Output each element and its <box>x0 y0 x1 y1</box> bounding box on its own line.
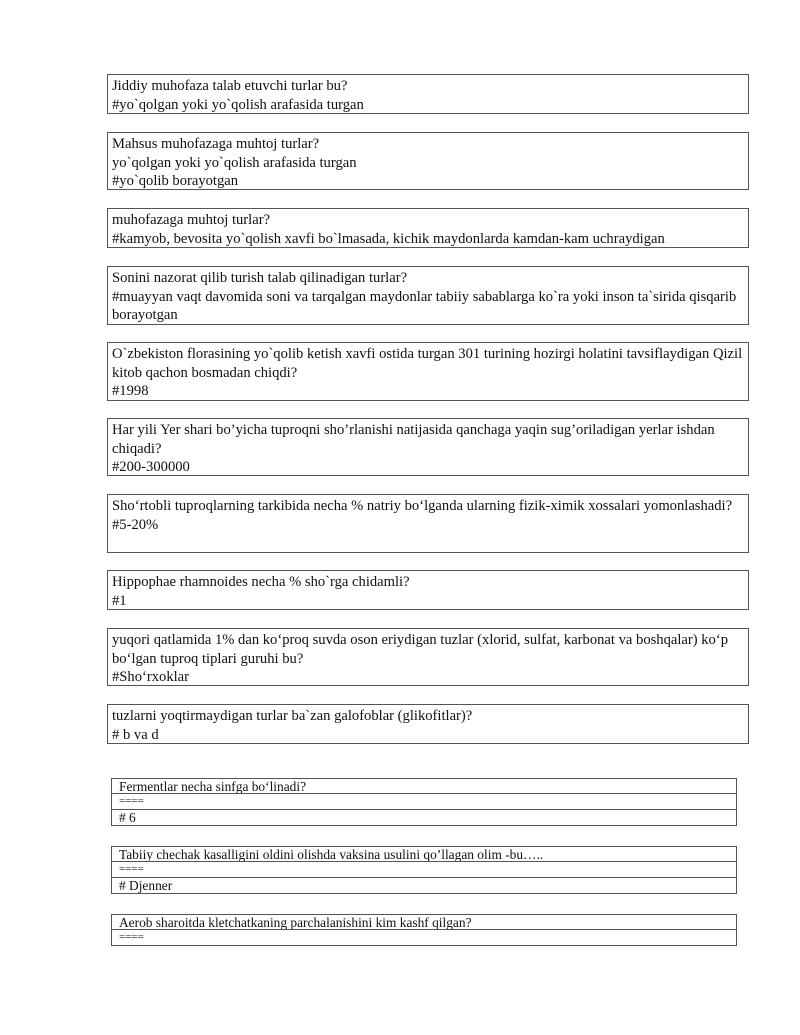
answer-text: #200-300000 <box>112 459 190 475</box>
table-answer-row: # Djenner <box>111 878 737 894</box>
answer-text: #kamyob, bevosita yo`qolish xavfi bo`lmasada, kichik maydonlarda kamdan-kam uchraydigan <box>112 230 665 247</box>
question-box <box>107 570 749 610</box>
table-question-row: Fermentlar necha sinfga bo‘linadi? <box>111 778 737 794</box>
table-separator-row: ==== <box>111 794 737 810</box>
table-question-row: Tabiiy chechak kasalligini oldini olishda vaksina usulini qo’llagan olim -bu….. <box>111 846 737 862</box>
question-box <box>107 494 749 553</box>
table-separator-row: ==== <box>111 930 737 946</box>
question-box <box>107 266 749 325</box>
answer-text: #Sho‘rxoklar <box>112 669 190 685</box>
question-box <box>107 704 749 744</box>
question-box <box>107 208 749 248</box>
question-box <box>107 132 749 190</box>
answer-text: #yo`qolgan yoki yo`qolish arafasida turgan <box>112 96 364 113</box>
question-text: yuqori qatlamida 1% dan ko‘proq suvda oson eriydigan tuzlar (xlorid, sulfat, karbonat va boshqalar) ko‘p bo‘lgan tuproq tiplari guruhi bu? <box>112 632 729 667</box>
question-text: muhofazaga muhtoj turlar? <box>112 212 271 228</box>
answer-option-text: yo`qolgan yoki yo`qolish arafasida turgan <box>112 154 357 171</box>
question-text: tuzlarni yoqtirmaydigan turlar ba`zan galofoblar (glikofitlar)? <box>112 708 473 724</box>
answer-text: #1998 <box>112 383 149 399</box>
question-text: Har yili Yer shari bo’yicha tuproqni sho’rlanishi natijasida qanchaga yaqin sug’oriladigan yerlar ishdan chiqadi? <box>112 422 715 457</box>
answer-text: #1 <box>112 592 127 609</box>
question-text: Jiddiy muhofaza talab etuvchi turlar bu? <box>112 78 348 94</box>
question-box <box>107 418 749 476</box>
answer-text: # b va d <box>112 726 159 743</box>
question-table <box>111 846 737 894</box>
table-answer-row: # 6 <box>111 810 737 826</box>
question-table <box>111 778 737 826</box>
question-text: Hippophae rhamnoides necha % sho`rga chidamli? <box>112 574 410 590</box>
question-table <box>111 914 737 946</box>
table-question-row: Aerob sharoitda kletchatkaning parchalanishini kim kashf qilgan? <box>111 914 737 930</box>
table-separator-row: ==== <box>111 862 737 878</box>
question-box <box>107 74 749 114</box>
question-text: O`zbekiston florasining yo`qolib ketish xavfi ostida turgan 301 turining hozirgi holatini tavsiflaydigan Qizil kitob qachon bosmadan chiqdi? <box>112 346 743 381</box>
answer-text: #5-20% <box>112 516 159 533</box>
question-box <box>107 342 749 401</box>
answer-text: #muayyan vaqt davomida soni va tarqalgan maydonlar tabiiy sabablarga ko`ra yoki inson ta`sirida qisqarib borayotgan <box>112 288 737 323</box>
question-box <box>107 628 749 686</box>
question-text: Sho‘rtobli tuproqlarning tarkibida necha % natriy bo‘lganda ularning fizik-ximik xossalari yomonlashadi? <box>112 498 733 514</box>
answer-text: #yo`qolib borayotgan <box>112 173 239 189</box>
question-text: Sonini nazorat qilib turish talab qilinadigan turlar? <box>112 270 408 286</box>
question-text: Mahsus muhofazaga muhtoj turlar? <box>112 136 320 152</box>
